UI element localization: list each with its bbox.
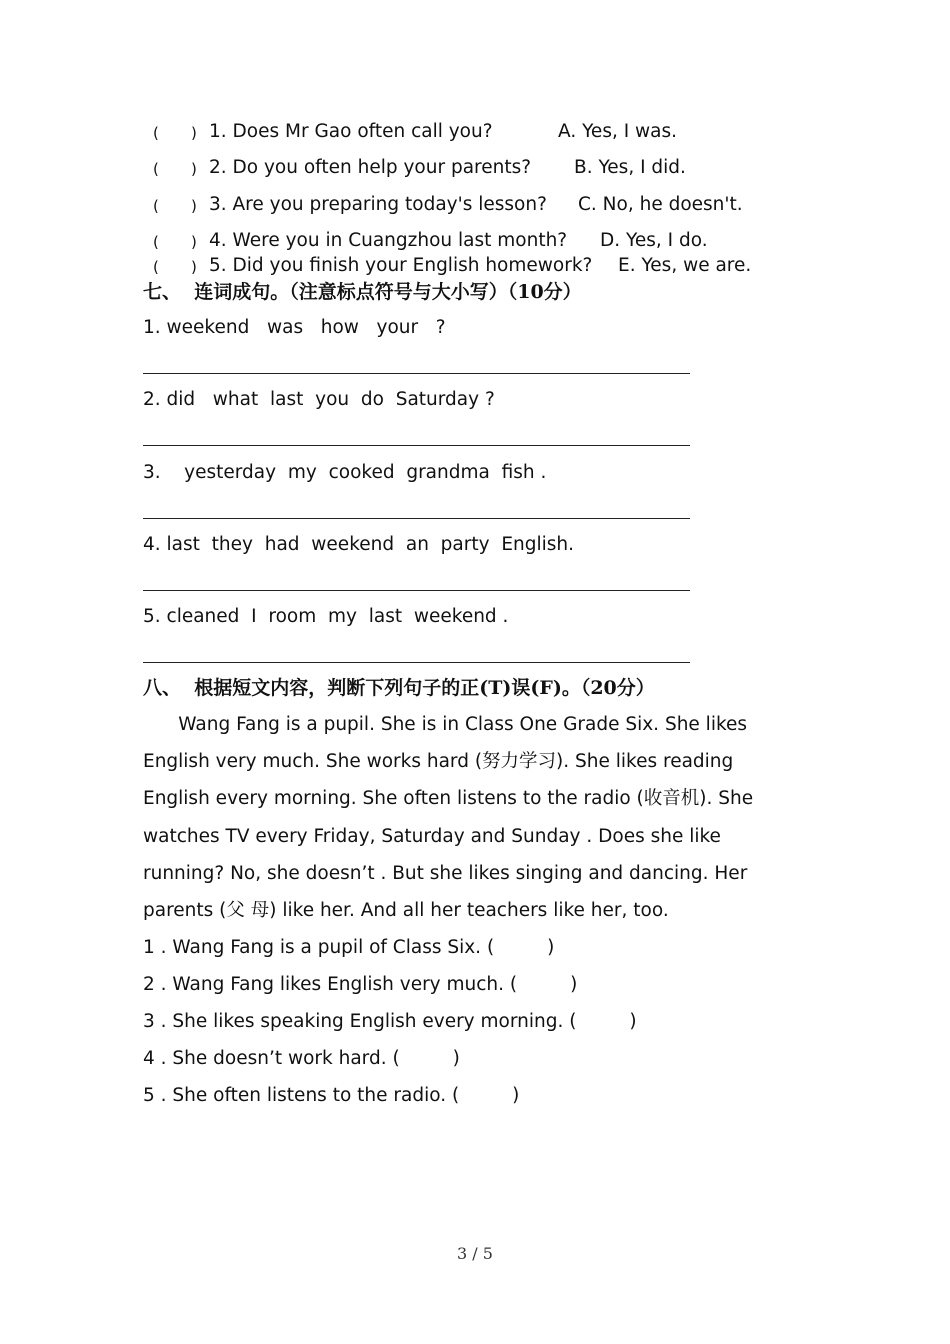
match-question: 1. Does Mr Gao often call you?: [209, 121, 493, 142]
scrambled-sentence: 3. yesterday my cooked grandma fish .: [143, 462, 547, 483]
answer-paren-close: ): [191, 160, 197, 178]
passage-line: English very much. She works hard (努力学习). She likes reading: [143, 751, 734, 772]
scrambled-sentence: 4. last they had weekend an party English.: [143, 534, 575, 555]
true-false-item[interactable]: 1 . Wang Fang is a pupil of Class Six. ( ): [143, 937, 555, 958]
match-answer: A. Yes, I was.: [558, 121, 678, 142]
match-answer: B. Yes, I did.: [574, 157, 686, 178]
passage-line: Wang Fang is a pupil. She is in Class One Grade Six. She likes: [143, 714, 748, 735]
answer-paren-open[interactable]: (: [153, 160, 159, 178]
match-answer: D. Yes, I do.: [600, 230, 708, 251]
scrambled-sentence: 5. cleaned I room my last weekend .: [143, 606, 509, 627]
true-false-item[interactable]: 3 . She likes speaking English every morning. ( ): [143, 1011, 637, 1032]
answer-line[interactable]: [143, 662, 690, 663]
answer-line[interactable]: [143, 373, 690, 374]
answer-paren-open[interactable]: (: [153, 258, 159, 276]
match-question: 5. Did you finish your English homework?: [209, 255, 593, 276]
scrambled-sentence: 2. did what last you do Saturday ?: [143, 389, 495, 410]
true-false-item[interactable]: 4 . She doesn’t work hard. ( ): [143, 1048, 460, 1069]
answer-line[interactable]: [143, 590, 690, 591]
section-7-heading: 七、 连词成句。（注意标点符号与大小写）（10分）: [143, 281, 582, 303]
answer-paren-open[interactable]: (: [153, 233, 159, 251]
match-question: 4. Were you in Cuangzhou last month?: [209, 230, 568, 251]
section-8-heading: 八、 根据短文内容，判断下列句子的正(T)误(F)。（20分）: [143, 677, 655, 699]
match-question: 2. Do you often help your parents?: [209, 157, 532, 178]
passage-line: parents (父 母) like her. And all her teachers like her, too.: [143, 900, 669, 921]
answer-paren-close: ): [191, 197, 197, 215]
match-answer: E. Yes, we are.: [618, 255, 752, 276]
true-false-item[interactable]: 2 . Wang Fang likes English very much. ( ): [143, 974, 578, 995]
answer-paren-open[interactable]: (: [153, 197, 159, 215]
answer-line[interactable]: [143, 518, 690, 519]
answer-paren-open[interactable]: (: [153, 124, 159, 142]
passage-line: English every morning. She often listens to the radio (收音机). She: [143, 788, 754, 809]
match-question: 3. Are you preparing today's lesson?: [209, 194, 547, 215]
page-number: 3 / 5: [457, 1244, 493, 1263]
answer-paren-close: ): [191, 124, 197, 142]
answer-line[interactable]: [143, 445, 690, 446]
passage-line: running? No, she doesn’t . But she likes singing and dancing. Her: [143, 863, 748, 884]
answer-paren-close: ): [191, 258, 197, 276]
answer-paren-close: ): [191, 233, 197, 251]
scrambled-sentence: 1. weekend was how your ?: [143, 317, 446, 338]
match-answer: C. No, he doesn't.: [578, 194, 743, 215]
true-false-item[interactable]: 5 . She often listens to the radio. ( ): [143, 1085, 520, 1106]
passage-line: watches TV every Friday, Saturday and Sunday . Does she like: [143, 826, 721, 847]
